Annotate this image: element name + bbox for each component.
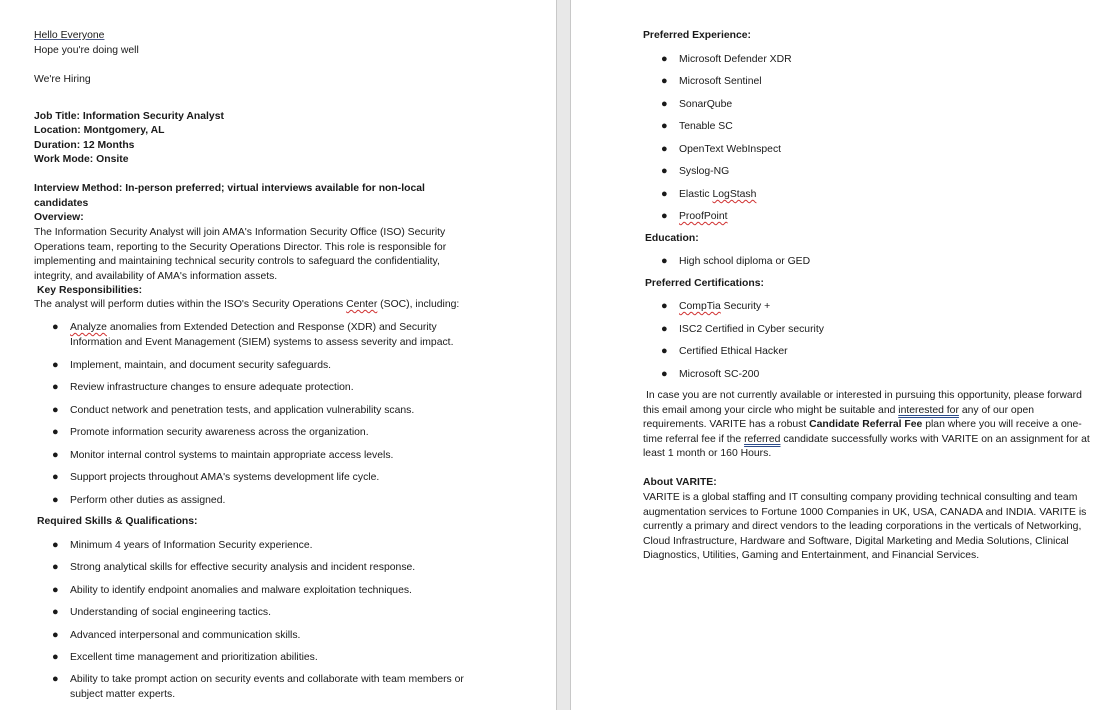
bullet-icon: ●	[52, 561, 59, 573]
bullet-icon: ●	[52, 629, 59, 641]
education-heading: Education:	[645, 233, 699, 244]
document-page-left: Hello Everyone Hope you're doing well We're Hiring Job Title: Information Security Analyst Location: Montgomery, AL Duration: 12 Months Work Mode: Onsite Interview Method: In-person preferred; virtual interviews available for non-local candidates Overview: The Information Security Analyst will join AMA's Information Security Office (ISO) Security Operations team, reporting to the Security Operations Director. This role is responsible for implementing and maintaining technical security controls to safeguard the confidentiality, integrity, and availability of AMA's information assets. Key Responsibilities: The analyst will perform duties within the ISO's Security Operations Center (SOC), including: ● Analyze anomalies from Extended Detection and Response (XDR) and Security Information and Event Management (SIEM) systems to assess severity and impact. ● Implement, maintain, and document security safeguards. ● Review infrastructure changes to ensure adequate protection. ● Conduct network and penetration tests, and application vulnerability scans. ● Promote information security awareness across the organization. ● Monitor internal control systems to maintain appropriate access levels. ● Support projects throughout AMA's systems development life cycle. ● Perform other duties as assigned. Required Skills & Qualifications: ● Minimum 4 years of Information Security experience. ● Strong analytical skills for effective security analysis and incident response. ● Ability to identify endpoint anomalies and malware exploitation techniques. ● Understanding of social engineering tactics. ● Advanced interpersonal and communication skills. ● Excellent time management and prioritization abilities. ● Ability to take prompt action on security events and collaborate with team members or subject matter experts.	[0, 0, 556, 710]
document-page-right: Preferred Experience: ● Microsoft Defender XDR ● Microsoft Sentinel ● SonarQube ● Tenable SC ● OpenText WebInspect ● Syslog-NG ● Elastic LogStash ● ProofPoint Education: ● High school diploma or GED Preferred Certifications: ● CompTia Security + ● ISC2 Certified in Cyber security ● Certified Ethical Hacker ● Microsoft SC-200 In case you are not currently available or interested in pursuing this opportunity, please forward this email among your circle who might be suitable and interested for any of our open requirements. VARITE has a robust Candidate Referral Fee plan where you will receive a one-time referral fee if the referred candidate successfully works with VARITE on an assignment for at least 1 month or 160 Hours. About VARITE: VARITE is a global staffing and IT consulting company providing technical consulting and team augmentation services to Fortune 1000 Companies in UK, USA, CANADA and INDIA. VARITE is currently a primary and direct vendors to the leading corporations in the verticals of Networking, Cloud Infrastructure, Hardware and Software, Digital Marketing and Media Solutions, Clinical Diagnostics, Utilities, Gaming and Entertainment, and Financial Services.	[571, 0, 1111, 710]
bullet-icon: ●	[52, 494, 59, 506]
bullet-icon: ●	[52, 381, 59, 393]
about-paragraph: VARITE is a global staffing and IT consulting company providing technical consulting and team augmentation services to Fortune 1000 Companies in UK, USA, CANADA and INDIA. VARITE is currently a primary and direct vendors to the leading corporations in the verticals of Networking, Cloud Infrastructure, Hardware and Software, Digital Marketing and Media Solutions, Clinical Diagnostics, Utilities, Gaming and Entertainment, and Financial Services.	[643, 492, 1087, 562]
skills-heading: Required Skills & Qualifications:	[37, 516, 198, 527]
hope-text: Hope you're doing well	[34, 45, 139, 56]
overview-heading: Overview:	[34, 212, 84, 223]
certifications-heading: Preferred Certifications:	[645, 278, 764, 289]
bullet-icon: ●	[661, 98, 668, 110]
responsibilities-intro: The analyst will perform duties within the ISO's Security Operations Center (SOC), including:	[34, 299, 460, 310]
overview-paragraph: The Information Security Analyst will join AMA's Information Security Office (ISO) Security Operations team, reporting to the Security Operations Director. This role is responsible for implementing and maintaining technical security controls to safeguard the confidentiality, integrity, and availability of AMA's information assets.	[34, 227, 447, 282]
bullet-icon: ●	[661, 255, 668, 267]
bullet-icon: ●	[52, 426, 59, 438]
bullet-icon: ●	[661, 120, 668, 132]
bullet-icon: ●	[52, 359, 59, 371]
work-mode-line: Work Mode: Onsite	[34, 154, 129, 165]
bullet-icon: ●	[661, 143, 668, 155]
bullet-icon: ●	[661, 345, 668, 357]
greeting-text: Hello Everyone	[34, 30, 105, 41]
bullet-icon: ●	[661, 210, 668, 222]
location-line: Location: Montgomery, AL	[34, 125, 165, 136]
bullet-icon: ●	[52, 449, 59, 461]
bullet-icon: ●	[661, 323, 668, 335]
duration-line: Duration: 12 Months	[34, 140, 135, 151]
bullet-icon: ●	[52, 584, 59, 596]
about-heading: About VARITE:	[643, 477, 717, 488]
job-title-line: Job Title: Information Security Analyst	[34, 111, 224, 122]
interview-method-line: Interview Method: In-person preferred; virtual interviews available for non-local	[34, 183, 425, 194]
bullet-icon: ●	[661, 368, 668, 380]
bullet-icon: ●	[52, 321, 59, 333]
bullet-icon: ●	[661, 75, 668, 87]
interview-method-line-2: candidates	[34, 198, 89, 209]
bullet-icon: ●	[52, 404, 59, 416]
bullet-icon: ●	[661, 53, 668, 65]
bullet-icon: ●	[52, 471, 59, 483]
bullet-icon: ●	[661, 188, 668, 200]
preferred-experience-heading: Preferred Experience:	[643, 30, 752, 41]
hiring-text: We're Hiring	[34, 74, 91, 85]
bullet-icon: ●	[661, 300, 668, 312]
bullet-icon: ●	[52, 606, 59, 618]
responsibilities-heading: Key Responsibilities:	[37, 285, 143, 296]
page-gutter	[556, 0, 571, 710]
referral-paragraph: In case you are not currently available or interested in pursuing this opportunity, please forward this email among your circle who might be suitable and interested for any of our open requirements. VARITE has a robust Candidate Referral Fee plan where you will receive a one-time referral fee if the referred candidate successfully works with VARITE on an assignment for at least 1 month or 160 Hours.	[643, 390, 1090, 460]
bullet-icon: ●	[52, 651, 59, 663]
bullet-icon: ●	[661, 165, 668, 177]
bullet-icon: ●	[52, 539, 59, 551]
bullet-icon: ●	[52, 673, 59, 685]
